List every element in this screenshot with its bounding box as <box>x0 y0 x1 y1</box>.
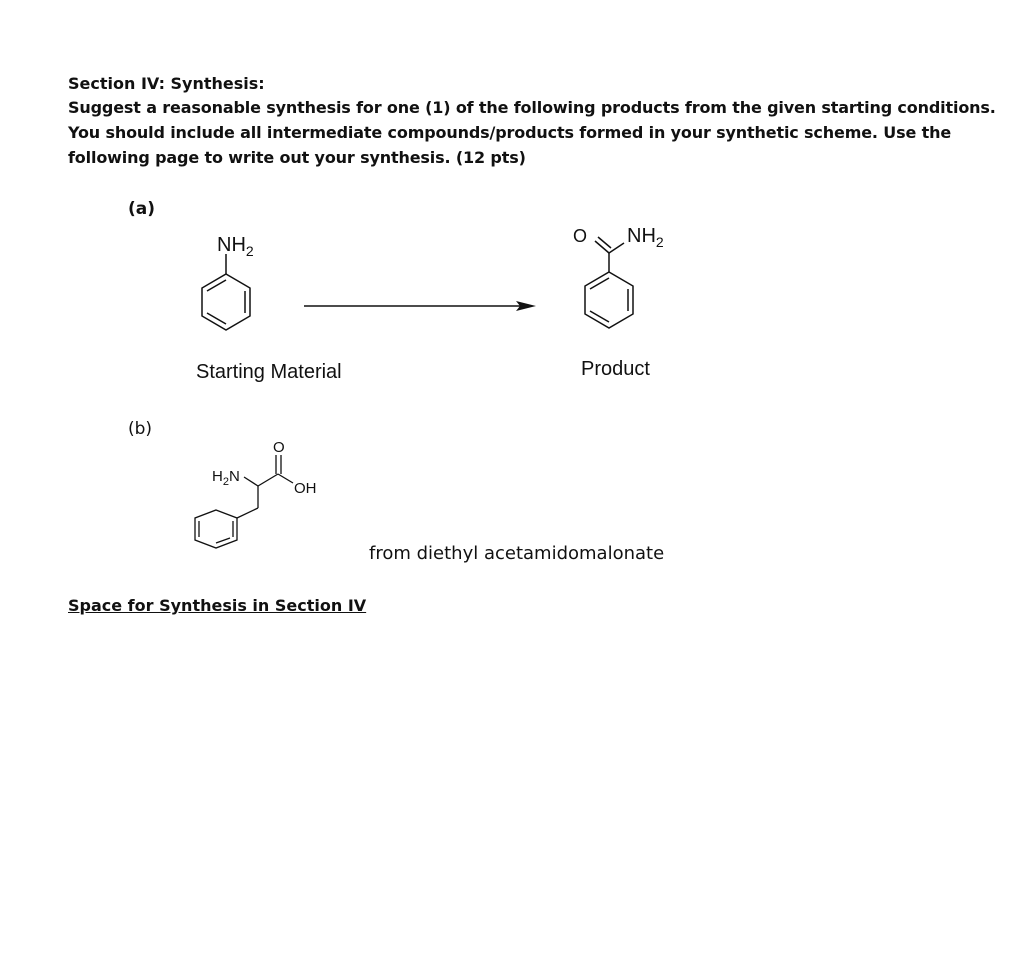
product-oxygen: O <box>573 226 588 246</box>
product-caption: Product <box>581 358 650 380</box>
part-b-amine: $H_2N$ <box>212 468 240 488</box>
section-title: Section IV: Synthesis: <box>68 74 265 93</box>
c-o-bond-1 <box>595 241 609 253</box>
benzene-ring <box>585 272 633 328</box>
instruction-line-3: following page to write out your synthesis. (12 pts) <box>68 148 526 167</box>
part-a-label: (a) <box>128 199 156 219</box>
starting-material-nh2: $NH_2$ <box>217 234 254 259</box>
c-o-bond-2 <box>598 237 611 248</box>
reaction-arrow <box>304 301 536 311</box>
starting-material-structure <box>202 254 250 330</box>
starting-material-caption: Starting Material <box>196 361 342 383</box>
instruction-line-2: You should include all intermediate compounds/products formed in your synthetic scheme. Use the <box>68 123 952 142</box>
part-b-label: (b) <box>128 419 153 439</box>
part-b-structure <box>195 455 293 548</box>
part-b-carbonyl-oxygen: O <box>273 439 285 456</box>
benzene-ring <box>195 510 237 548</box>
synthesis-space-label: Space for Synthesis in Section IV <box>68 596 367 615</box>
part-b-from-text: from diethyl acetamidomalonate <box>369 543 665 564</box>
c-oh-bond <box>278 474 293 483</box>
n-c-bond <box>244 477 258 486</box>
product-nh2: $NH_2$ <box>627 225 664 250</box>
ca-c-bond <box>258 474 278 486</box>
product-structure <box>585 237 633 328</box>
instruction-line-1: Suggest a reasonable synthesis for one (1) of the following products from the given starting conditions. <box>68 98 996 117</box>
cb-ring-bond <box>237 508 258 518</box>
c-n-bond <box>609 243 624 253</box>
part-b-hydroxyl: OH <box>294 480 317 497</box>
benzene-ring <box>202 274 250 330</box>
